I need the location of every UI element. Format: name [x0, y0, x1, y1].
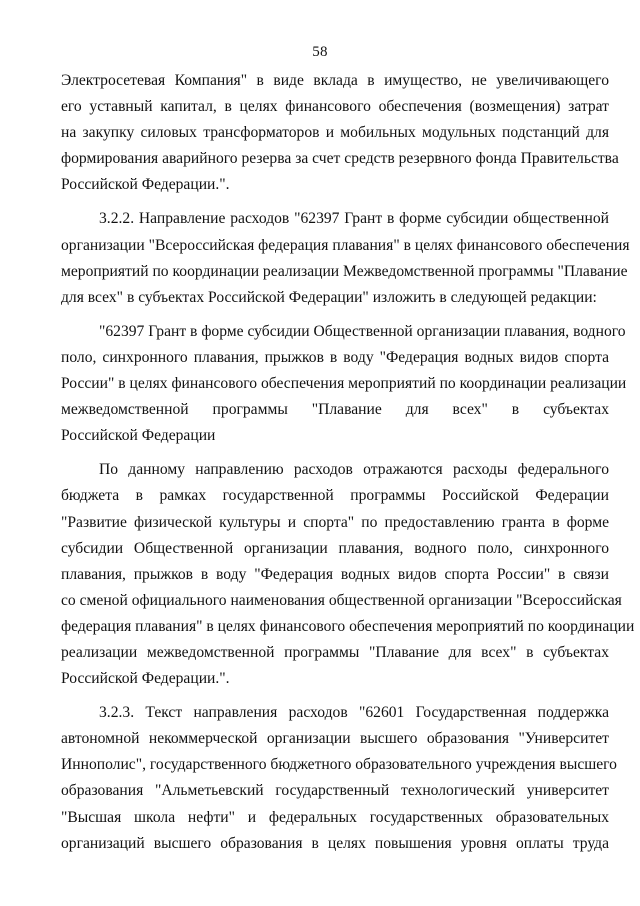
text-line: поло, синхронного плавания, прыжков в воду "Федерация водных видов спорта — [61, 348, 609, 366]
text-line: мероприятий по координации реализации Межведомственной программы "Плавание — [61, 262, 628, 280]
paragraph — [61, 68, 619, 198]
paragraph-description — [61, 457, 635, 692]
text-line: Российской Федерации.". — [61, 670, 230, 688]
text-line: для всех" в субъектах Российской Федерации" изложить в следующей редакции: — [61, 288, 597, 306]
text-line: 3.2.3. Текст направления расходов "62601 Государственная поддержка — [99, 704, 609, 722]
paragraph-new-wording — [61, 319, 627, 449]
text-line: "62397 Грант в форме субсидии Общественной организации плавания, водного — [99, 322, 626, 340]
text-line: реализации межведомственной программы "Плавание для всех" в субъектах — [61, 643, 609, 661]
text-line: со сменой официального наименования общественной организации "Всероссийская — [61, 591, 622, 609]
text-line: По данному направлению расходов отражаются расходы федерального — [99, 461, 609, 479]
text-line: на закупку силовых трансформаторов и мобильных модульных подстанций для — [61, 124, 609, 142]
text-line: образования "Альметьевский государственный технологический университет — [61, 782, 609, 800]
text-line: бюджета в рамках государственной программы Российской Федерации — [61, 487, 609, 505]
text-line: 3.2.2. Направление расходов "62397 Грант в форме субсидии общественной — [99, 210, 609, 228]
text-line: организаций высшего образования в целях повышения уровня оплаты труда — [61, 834, 609, 852]
text-line: межведомственной программы "Плавание для всех" в субъектах — [61, 401, 609, 419]
text-line: автономной некоммерческой организации высшего образования "Университет — [61, 730, 609, 748]
text-line: формирования аварийного резерва за счет средств резервного фонда Правительства — [61, 150, 619, 168]
paragraph-3-2-3 — [61, 700, 617, 857]
text-line: организации "Всероссийская федерация плавания" в целях финансового обеспечения — [61, 236, 630, 254]
page-number: 58 — [312, 44, 328, 60]
paragraph-3-2-2 — [61, 206, 630, 310]
text-line: федерация плавания" в целях финансового обеспечения мероприятий по координации — [61, 617, 635, 635]
text-line: Электросетевая Компания" в виде вклада в имущество, не увеличивающего — [61, 72, 609, 89]
text-line: субсидии Общественной организации плавания, водного поло, синхронного — [61, 539, 609, 557]
text-line: Российской Федерации — [61, 427, 216, 445]
text-line: Иннополис", государственного бюджетного образовательного учреждения высшего — [61, 756, 617, 774]
text-line: Российской Федерации.". — [61, 176, 230, 194]
text-line: его уставный капитал, в целях финансового обеспечения (возмещения) затрат — [61, 98, 609, 116]
text-line: "Развитие физической культуры и спорта" по предоставлению гранта в форме — [61, 513, 609, 531]
text-line: России" в целях финансового обеспечения мероприятий по координации реализации — [61, 375, 627, 393]
text-line: "Высшая школа нефти" и федеральных государственных образовательных — [61, 808, 609, 826]
document-body — [61, 68, 635, 857]
text-line: плавания, прыжков в воду "Федерация водных видов спорта России" в связи — [61, 565, 609, 583]
